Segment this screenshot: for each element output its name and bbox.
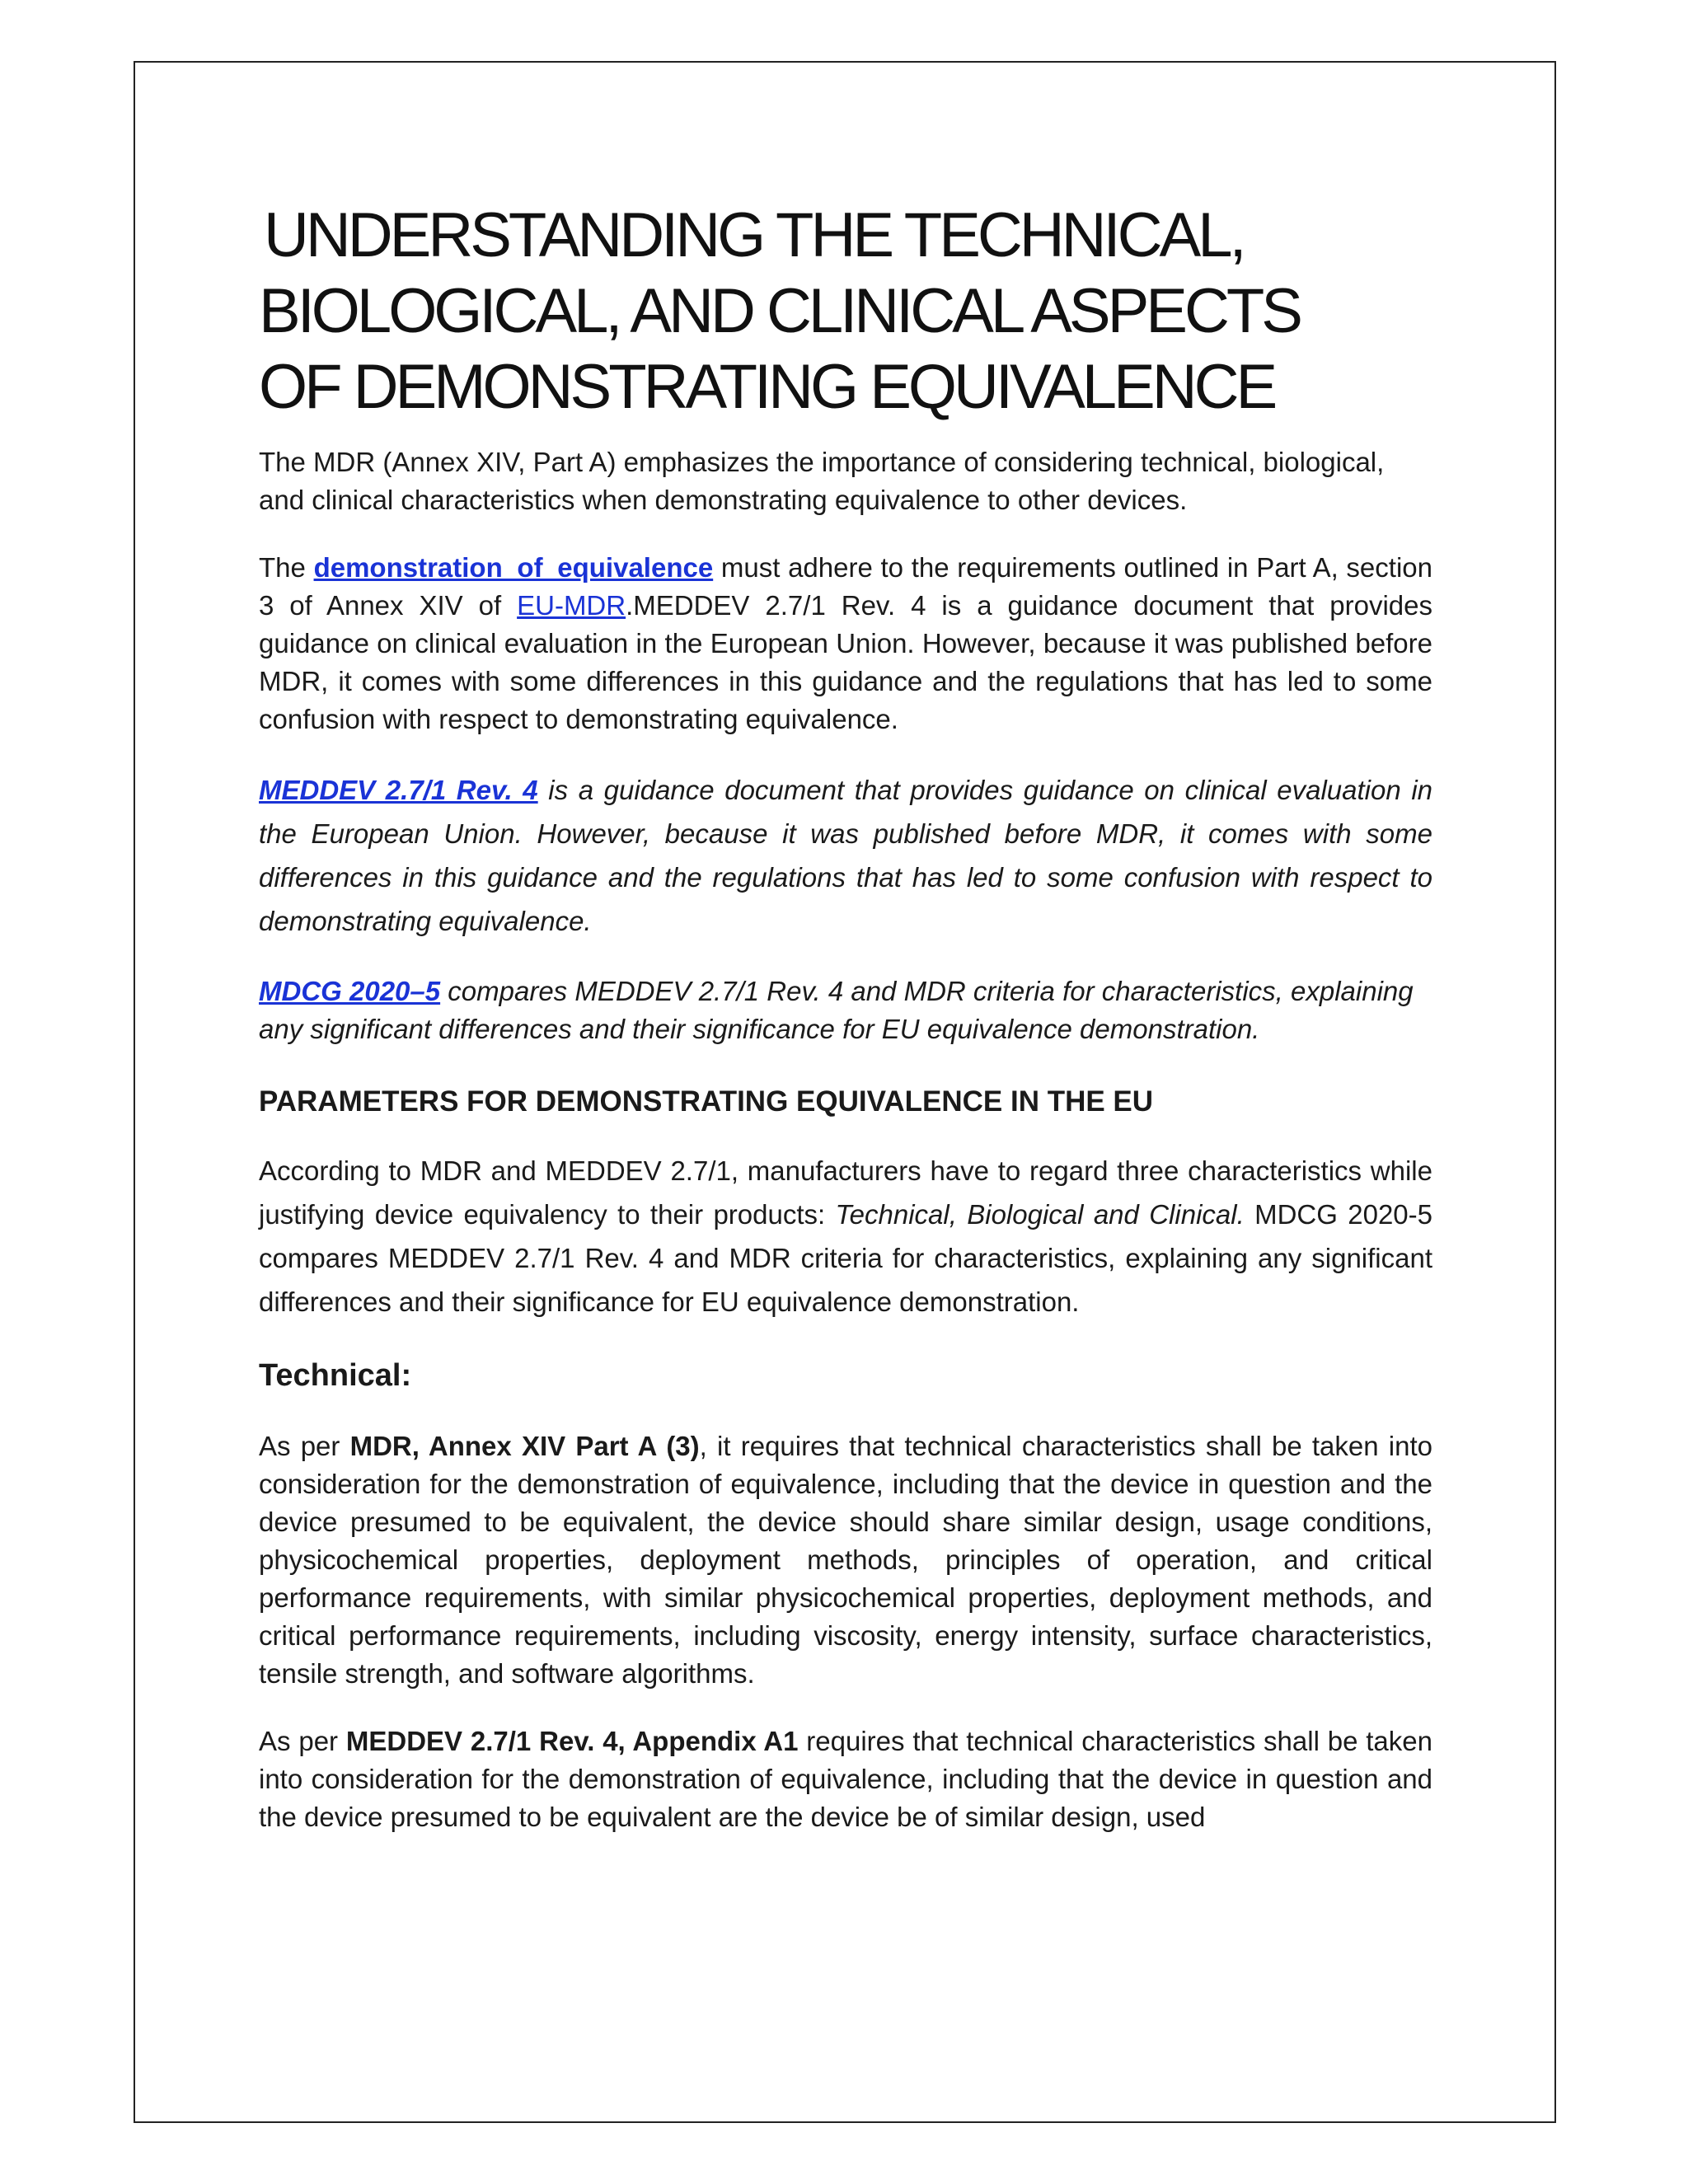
meddev-link[interactable]: MEDDEV 2.7/1 Rev. 4	[259, 775, 538, 805]
demonstration-suffix: .MEDDEV 2.7/1 Rev. 4 is a guidance document that provides guidance on clinical evaluation in the European Union. However, because it was published before MDR, it comes with some differences in this guidance and the regulations that has led to some confusion with respect to demonstrating equivalence.	[259, 590, 1433, 734]
technical-mdr-text: , it requires that technical characteristics shall be taken into consideration for the demonstration of equivalence, including that the device in question and the device presumed to be equivalent, the device should share similar design, usage conditions, physicochemical properties, deployment methods, principles of operation, and critical performance requirements, with similar physicochemical properties, deployment methods, and critical performance requirements, including viscosity, energy intensity, surface characteristics, tensile strength, and software algorithms.	[259, 1431, 1433, 1689]
document-body	[259, 198, 1432, 1836]
demonstration-paragraph	[259, 549, 1432, 738]
title-line-1: UNDERSTANDING THE TECHNICAL,	[264, 200, 1244, 270]
demonstration-middle: must adhere to the requirements outlined in Part A, section 3 of Annex XIV of	[259, 552, 1432, 621]
intro-paragraph	[259, 443, 1432, 519]
page-title	[259, 198, 1432, 425]
intro-text: The MDR (Annex XIV, Part A) emphasizes the importance of considering technical, biological, and clinical characteristics when demonstrating equivalence to other devices.	[259, 447, 1385, 515]
technical-mdr-bold: MDR, Annex XIV Part A (3)	[349, 1431, 700, 1461]
eu-mdr-link[interactable]: EU-MDR	[517, 590, 626, 621]
mdcg-link[interactable]: MDCG 2020–5	[259, 976, 441, 1006]
technical-meddev-text: requires that technical characteristics shall be taken into consideration for the demonstration of equivalence, including that the device in question and the device presumed to be equivalent are the device be of similar design, used	[259, 1726, 1432, 1832]
meddev-text: is a guidance document that provides guidance on clinical evaluation in the European Union. However, because it was published before MDR, it comes with some differences in this guidance and the regulations that has led to some confusion with respect to demonstrating equivalence.	[259, 775, 1433, 936]
mdcg-text: compares MEDDEV 2.7/1 Rev. 4 and MDR criteria for characteristics, explaining any significant differences and their significance for EU equivalence demonstration.	[259, 976, 1414, 1044]
mdcg-paragraph	[259, 972, 1432, 1048]
technical-mdr-paragraph	[259, 1427, 1432, 1693]
parameters-text-before: According to MDR and MEDDEV 2.7/1, manufacturers have to regard three characteristics while justifying device equivalency to their products:	[259, 1155, 1432, 1230]
parameters-heading: PARAMETERS FOR DEMONSTRATING EQUIVALENCE IN THE EU	[259, 1085, 1154, 1118]
technical-heading: Technical:	[259, 1358, 412, 1393]
parameters-paragraph	[259, 1149, 1432, 1324]
technical-meddev-paragraph	[259, 1722, 1432, 1836]
title-line-3: OF DEMONSTRATING EQUIVALENCE	[259, 352, 1275, 422]
parameters-text-italic: Technical, Biological and Clinical.	[835, 1199, 1245, 1230]
technical-mdr-prefix: As per	[259, 1431, 350, 1461]
title-line-2: BIOLOGICAL, AND CLINICAL ASPECTS	[259, 276, 1300, 346]
parameters-text-after: MDCG 2020-5 compares MEDDEV 2.7/1 Rev. 4 and MDR criteria for characteristics, explaining any significant differences and their significance for EU equivalence demonstration.	[259, 1199, 1432, 1317]
demonstration-prefix: The	[259, 552, 314, 583]
demonstration-of-equivalence-link[interactable]: demonstration of equivalence	[313, 552, 714, 583]
technical-meddev-prefix: As per	[259, 1726, 346, 1756]
technical-meddev-bold: MEDDEV 2.7/1 Rev. 4, Appendix A1	[345, 1726, 799, 1756]
meddev-paragraph	[259, 768, 1432, 943]
